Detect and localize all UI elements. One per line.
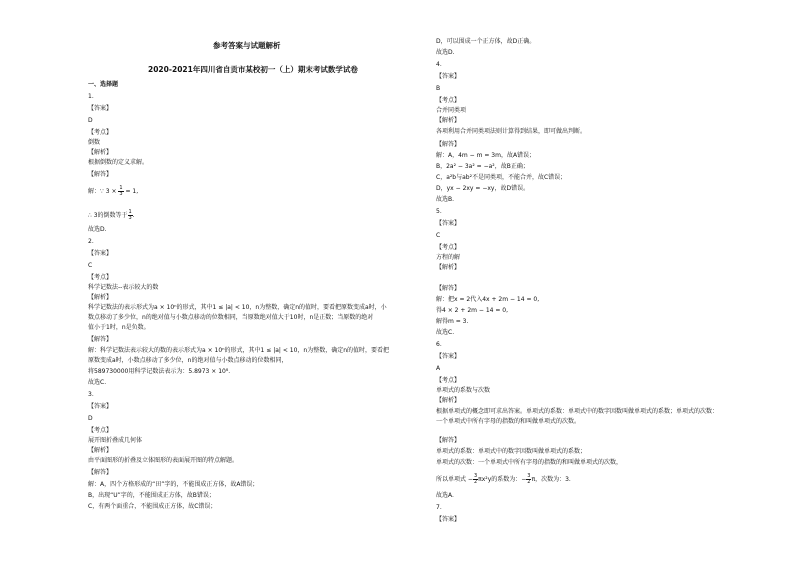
solution-text: π，次数为：3. xyxy=(531,476,571,483)
fraction-denominator: 2 xyxy=(473,479,478,485)
solution-text: 单项式的次数：一个单项式中所有字母的指数的和叫做单项式的次数， xyxy=(436,459,623,466)
knowledge-point: 倒数 xyxy=(88,139,101,146)
question-number: 5. xyxy=(436,208,442,215)
solution-line xyxy=(436,474,571,485)
fraction-denominator: 2 xyxy=(527,479,531,485)
question-number: 6. xyxy=(436,341,442,348)
answer-value: B xyxy=(436,85,441,92)
fraction-denominator: 3 xyxy=(128,215,132,221)
solution-text: ∴ 3的倒数等于 xyxy=(88,212,128,219)
solution-text: 解：A，4m − m = 3m，故A错误； xyxy=(436,152,536,159)
question-number: 3. xyxy=(88,391,94,398)
solution-text: B，2a² − 3a² = −a²，故B正确； xyxy=(436,163,529,170)
knowledge-point: 展开图折叠成几何体 xyxy=(88,437,143,444)
knowledge-tag: 【考点】 xyxy=(436,97,461,104)
solution-text: 解得m = 3. xyxy=(436,318,469,325)
document-subtitle: 2020-2021年四川省自贡市某校初一（上）期末考试数学试卷 xyxy=(148,65,358,74)
analysis-text: 各项利用合并同类项法则计算得到结果，即可做出判断。 xyxy=(436,128,587,135)
answer-value: D xyxy=(88,415,93,422)
analysis-text: 根据单项式的概念即可求出答案。单项式的系数：单项式中的数字因数叫做单项式的系数；单项式的次数： xyxy=(436,408,719,415)
solution-text: C，a²b与ab²不是同类项，不能合并，故C错误； xyxy=(436,174,567,181)
solution-text: πx²y的系数为：− xyxy=(478,476,527,483)
solution-text: 单项式的系数：单项式中的数字因数叫做单项式的系数； xyxy=(436,448,587,455)
solution-tag: 【解答】 xyxy=(436,285,461,292)
answer-tag: 【答案】 xyxy=(436,73,461,80)
answer-value: C xyxy=(88,262,93,269)
knowledge-tag: 【考点】 xyxy=(436,377,461,384)
solution-text: 解：科学记数法表示较大的数的表示形式为a × 10ⁿ的形式，其中1 ≤ |a| < 10，n为整数，确定n的值时，要看把 xyxy=(88,347,390,354)
solution-tag: 【解答】 xyxy=(436,141,461,148)
solution-tag: 【解答】 xyxy=(88,469,113,476)
analysis-tag: 【解析】 xyxy=(436,117,461,124)
analysis-tag: 【解析】 xyxy=(88,294,113,301)
analysis-text: 数点移动了多少位，n的绝对值与小数点移动的位数相同，当原数绝对值大于10时，n是正数；当原数的绝对 xyxy=(88,314,374,321)
answer-value: D xyxy=(88,117,93,124)
fraction-denominator: 3 xyxy=(119,191,123,197)
analysis-text: 值小于1时，n是负数。 xyxy=(88,324,150,331)
solution-tag: 【解答】 xyxy=(88,336,113,343)
question-number: 1. xyxy=(88,93,94,100)
fraction-numerator: 1 xyxy=(119,185,123,191)
solution-text: 得4 × 2 + 2m − 14 = 0, xyxy=(436,307,509,314)
answer-tag: 【答案】 xyxy=(88,105,113,112)
knowledge-point: 单项式的系数与次数 xyxy=(436,387,491,394)
knowledge-tag: 【考点】 xyxy=(88,274,113,281)
solution-text: B，出现“U”字的，不能围成正方体，故B错误； xyxy=(88,492,215,499)
knowledge-point: 方程的解 xyxy=(436,254,461,261)
solution-text: C，有两个面重合，不能围成正方体，故C错误； xyxy=(88,503,217,510)
solution-tag: 【解答】 xyxy=(436,437,461,444)
solution-text: 原数变成a时，小数点移动了多少位，n的绝对值与小数点移动的位数相同， xyxy=(88,357,288,364)
solution-conclusion: 故选C. xyxy=(436,329,455,336)
solution-text: 解：把x = 2代入4x + 2m − 14 = 0, xyxy=(436,296,540,303)
solution-conclusion: 故选B. xyxy=(436,196,455,203)
analysis-text: 科学记数法的表示形式为a × 10ⁿ的形式，其中1 ≤ |a| < 10，n为整数，确定n的值时，要看把原数变成a时，小 xyxy=(88,304,387,311)
analysis-tag: 【解析】 xyxy=(436,264,461,271)
answer-tag: 【答案】 xyxy=(88,250,113,257)
solution-text: 解：A，四个方格形成的“田”字的，不能围成正方体，故A错误； xyxy=(88,481,259,488)
document-title: 参考答案与试题解析 xyxy=(213,41,281,50)
answer-tag: 【答案】 xyxy=(436,516,461,523)
knowledge-tag: 【考点】 xyxy=(436,244,461,251)
answer-tag: 【答案】 xyxy=(88,403,113,410)
answer-tag: 【答案】 xyxy=(436,220,461,227)
solution-text: D，yx − 2xy = −xy，故D错误。 xyxy=(436,185,530,192)
solution-text: 所以单项式 − xyxy=(436,476,473,483)
solution-text: D，可以围成一个正方体，故D正确。 xyxy=(436,38,536,45)
solution-line xyxy=(88,186,138,197)
solution-tag: 【解答】 xyxy=(88,171,113,178)
solution-conclusion: 故选D. xyxy=(88,226,107,233)
answer-tag: 【答案】 xyxy=(436,353,461,360)
solution-conclusion: 故选A. xyxy=(436,492,454,499)
analysis-tag: 【解析】 xyxy=(88,447,113,454)
knowledge-point: 科学记数法--表示较大的数 xyxy=(88,284,159,291)
analysis-text: 由平面图形的折叠及立体图形的表面展开图的特点解题。 xyxy=(88,457,239,464)
solution-text: 解：∵ 3 × xyxy=(88,188,119,195)
section-heading: 一、选择题 xyxy=(88,81,119,88)
solution-text: = 1, xyxy=(123,188,139,195)
solution-conclusion: 故选C. xyxy=(88,379,107,386)
knowledge-point: 合并同类项 xyxy=(436,107,467,114)
solution-text: . xyxy=(132,212,135,219)
question-number: 7. xyxy=(436,504,442,511)
analysis-tag: 【解析】 xyxy=(436,397,461,404)
knowledge-tag: 【考点】 xyxy=(88,427,113,434)
solution-text: 将589730000用科学记数法表示为：5.8973 × 10⁸. xyxy=(88,368,231,375)
solution-conclusion: 故选D. xyxy=(436,49,455,56)
fraction-numerator: 1 xyxy=(128,209,132,215)
fraction-numerator: 3 xyxy=(527,473,531,479)
analysis-tag: 【解析】 xyxy=(88,149,113,156)
knowledge-tag: 【考点】 xyxy=(88,129,113,136)
answer-value: C xyxy=(436,232,441,239)
fraction-numerator: 3 xyxy=(473,473,478,479)
answer-value: A xyxy=(436,365,441,372)
analysis-text: 一个单项式中所有字母的指数的和叫做单项式的次数。 xyxy=(436,418,581,425)
solution-line xyxy=(88,210,135,221)
question-number: 2. xyxy=(88,238,94,245)
analysis-text: 根据倒数的定义求解。 xyxy=(88,159,149,166)
question-number: 4. xyxy=(436,61,442,68)
